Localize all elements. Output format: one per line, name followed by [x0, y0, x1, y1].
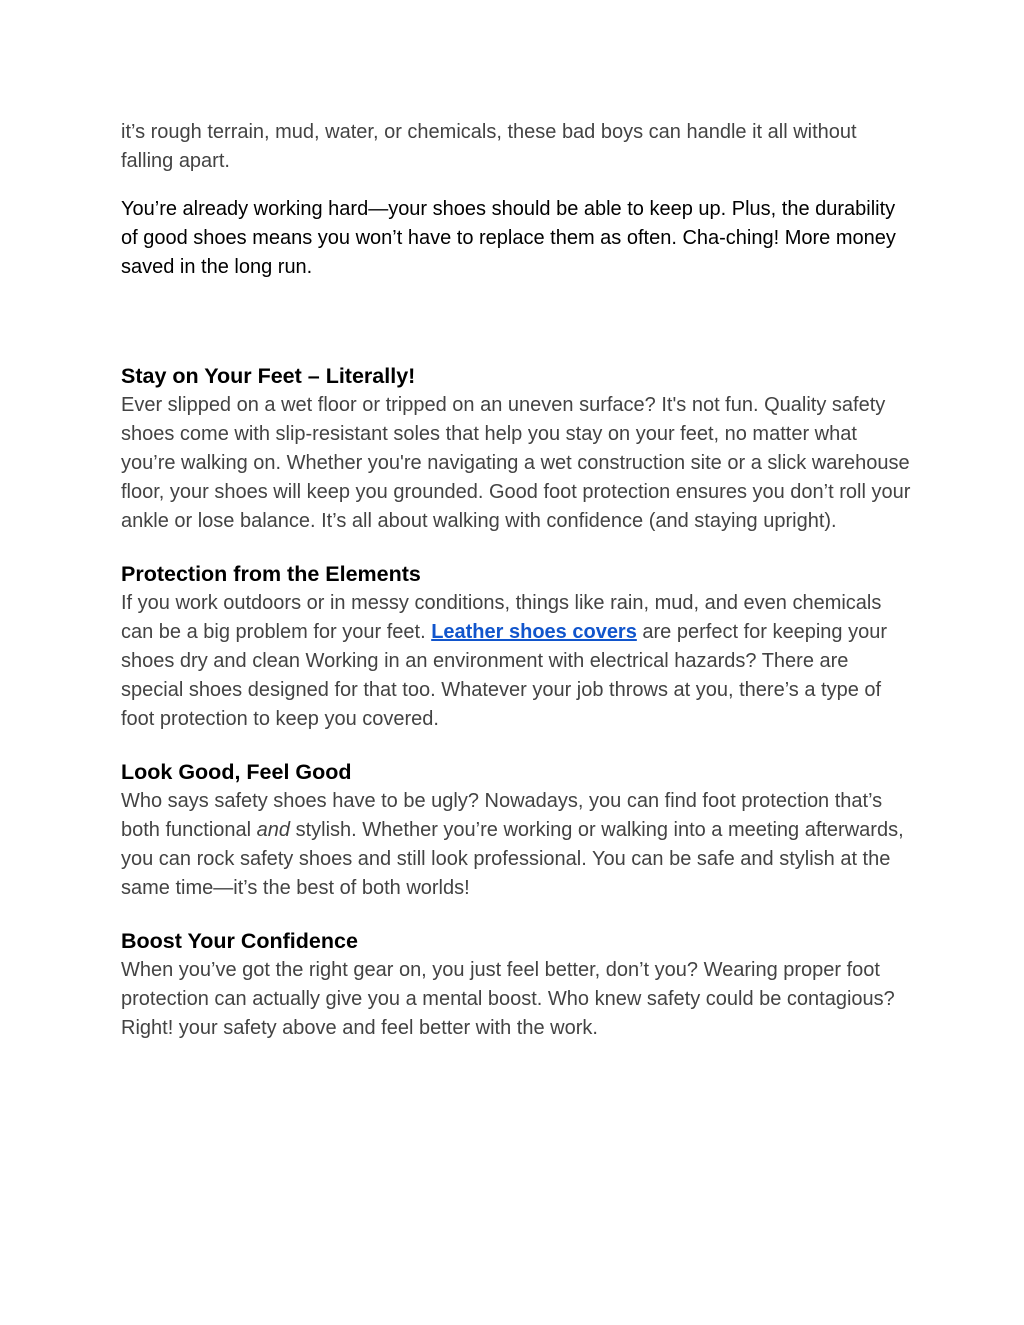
- section-body: When you’ve got the right gear on, you just feel better, don’t you? Wearing proper foot protection can actually give you a mental boost. Who knew safety could be contagious? Right! your safety above and feel better with the work.: [121, 959, 895, 1039]
- section-protection-elements: [121, 559, 911, 734]
- document-page: [121, 118, 911, 1066]
- body-text-before-emphasis: Who says safety shoes have to be ugly? Nowadays, you can find foot protection that’s both functional: [121, 790, 883, 841]
- body-text-before-link: If you work outdoors or in messy conditions, things like rain, mud, and even chemicals can be a big problem for your feet.: [121, 592, 882, 643]
- section-heading: Stay on Your Feet – Literally!: [121, 364, 416, 388]
- section-body: Ever slipped on a wet floor or tripped on an uneven surface? It's not fun. Quality safety shoes come with slip-resistant soles that help you stay on your feet, no matter what you’re walking on. Whether you're navigating a wet construction site or a slick warehouse floor, your shoes will keep you grounded. Good foot protection ensures you don’t roll your ankle or lose balance. It’s all about walking with confidence (and staying upright).: [121, 394, 911, 532]
- emphasis-text: and: [256, 819, 291, 841]
- section-boost-confidence: [121, 926, 911, 1043]
- section-heading: Protection from the Elements: [121, 562, 421, 586]
- section-heading: Boost Your Confidence: [121, 929, 358, 953]
- section-look-good: [121, 757, 911, 903]
- section-stay-on-feet: [121, 361, 911, 536]
- leather-shoes-covers-link[interactable]: Leather shoes covers: [431, 621, 637, 643]
- section-body: [121, 787, 911, 903]
- saving-paragraph: You’re already working hard—your shoes should be able to keep up. Plus, the durability of good shoes means you won’t have to replace them as often. Cha-ching! More money saved in the long run.: [121, 198, 896, 278]
- section-heading: Look Good, Feel Good: [121, 760, 352, 784]
- body-text-after-link: are perfect for keeping your shoes dry and clean Working in an environment with electrical hazards? There are special shoes designed for that too. Whatever your job throws at you, there’s a type of foot protection to keep you covered.: [121, 621, 887, 730]
- body-text-after-emphasis: stylish. Whether you’re working or walking into a meeting afterwards, you can rock safety shoes and still look professional. You can be safe and stylish at the same time—it’s the best of both worlds!: [121, 819, 904, 899]
- section-body: [121, 589, 911, 734]
- intro-paragraph: it’s rough terrain, mud, water, or chemicals, these bad boys can handle it all without falling apart.: [121, 121, 857, 172]
